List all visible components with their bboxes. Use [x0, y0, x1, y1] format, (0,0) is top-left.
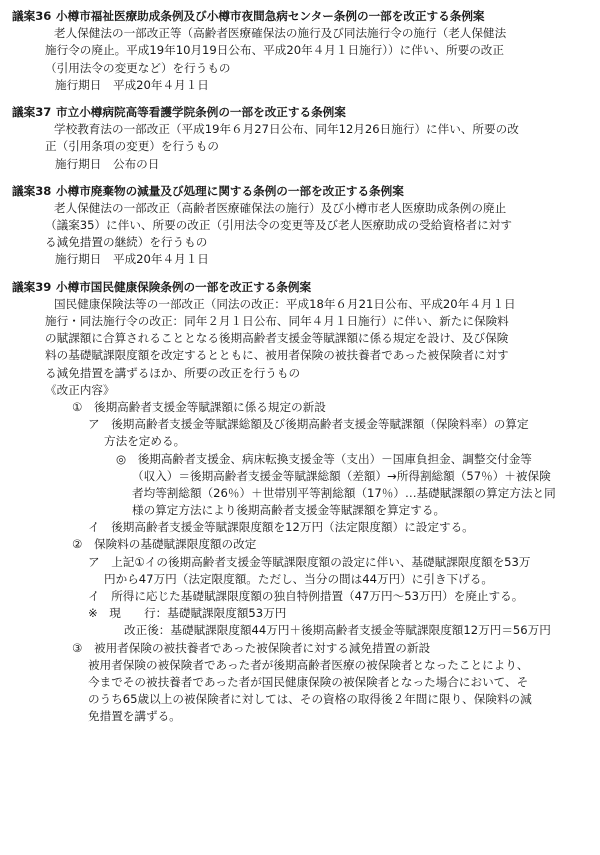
revision-detail: 被用者保険の被保険者であった者が後期高齢者医療の被保険者となったことにより、: [88, 657, 529, 672]
bill-38-text: る減免措置の継続）を行うもの: [45, 235, 208, 250]
bill-36-heading: [0, 8, 600, 25]
revision-subitem: 方法を定める。: [104, 434, 186, 449]
revision-note: ※ 現 行：基礎賦課限度額53万円: [88, 606, 287, 621]
bill-37-text: 正（引用条項の変更）を行うもの: [45, 139, 219, 154]
content-heading: 《改正内容》: [45, 382, 115, 397]
revision-item-2: ② 保険料の基礎賦課限度額の改定: [72, 537, 257, 552]
revision-subitem: イ 後期高齢者支援金等賦課限度額を12万円（法定限度額）に設定する。: [88, 520, 474, 535]
bill-38-effective-date: 施行期日 平成20年４月１日: [55, 252, 209, 267]
bill-number: 議案37: [12, 104, 52, 119]
bill-number: 議案36: [12, 9, 52, 23]
revision-detail: 今までその被扶養者であった者が国民健康保険の被保険者となった場合において、そ: [88, 674, 529, 689]
revision-item-1: ① 後期高齢者支援金等賦課額に係る規定の新設: [72, 399, 326, 414]
bill-38-text: 老人保健法の一部改正（高齢者医療確保法の施行）及び小樽市老人医療助成条例の廃止: [54, 200, 507, 215]
bill-title: 市立小樽病院高等看護学院条例の一部を改正する条例案: [56, 104, 346, 119]
revision-detail: ◎ 後期高齢者支援金、病床転換支援金等（支出）－国庫負担金、調整交付金等: [116, 451, 532, 466]
revision-subitem: ア 後期高齢者支援金等賦課総額及び後期高齢者支援金等賦課額（保険料率）の算定: [88, 417, 529, 432]
revision-subitem: ア 上記①イの後期高齢者支援金等賦課限度額の設定に伴い、基礎賦課限度額を53万: [88, 554, 531, 569]
bill-title: 小樽市福祉医療助成条例及び小樽市夜間急病センター条例の一部を改正する条例案: [56, 9, 485, 23]
bill-37-heading: [0, 104, 600, 121]
revision-detail: 様の算定方法により後期高齢者支援金等賦課額を算定する。: [132, 503, 446, 518]
document-page: [0, 8, 600, 726]
bill-number: 議案38: [12, 183, 52, 198]
bill-title: 小樽市廃棄物の減量及び処理に関する条例の一部を改正する条例案: [56, 183, 404, 198]
revision-note: 改正後：基礎賦課限度額44万円＋後期高齢者支援金等賦課限度額12万円＝56万円: [124, 623, 551, 638]
revision-item-3: ③ 被用者保険の被扶養者であった被保険者に対する減免措置の新設: [72, 640, 431, 655]
revision-detail: 免措置を講ずる。: [88, 709, 181, 724]
bill-36-text: 施行令の廃止。平成19年10月19日公布、平成20年４月１日施行））に伴い、所要の改正: [45, 43, 504, 58]
revision-detail: 者均等割総額（26％）＋世帯別平等割総額（17％）…基礎賦課額の算定方法と同: [132, 485, 556, 500]
bill-36-text: （引用法令の変更など）を行うもの: [45, 60, 231, 75]
bill-title: 小樽市国民健康保険条例の一部を改正する条例案: [56, 279, 312, 294]
bill-39-heading: [0, 279, 600, 296]
bill-39-text: の賦課額に合算されることとなる後期高齢者支援金等賦課額に係る規定を設け、及び保険: [45, 331, 509, 346]
bill-38-text: （議案35）に伴い、所要の改正（引用法令の変更等及び老人医療助成の受給資格者に対す: [45, 218, 512, 233]
bill-36-text: 老人保健法の一部改正等（高齢者医療確保法の施行及び同法施行令の施行（老人保健法: [54, 26, 507, 41]
bill-37-text: 学校教育法の一部改正（平成19年６月27日公布、同年12月26日施行）に伴い、所要の改: [54, 122, 519, 137]
bill-36-effective-date: 施行期日 平成20年４月１日: [55, 77, 209, 92]
bill-39-text: 国民健康保険法等の一部改正（同法の改正：平成18年６月21日公布、平成20年４月１日: [54, 296, 516, 311]
revision-detail: （収入）＝後期高齢者支援金等賦課総額（差額）→所得割総額（57％）＋被保険: [132, 468, 551, 483]
bill-39-text: 施行・同法施行令の改正：同年２月１日公布、同年４月１日施行）に伴い、新たに保険料: [45, 314, 509, 328]
bill-39-text: る減免措置を講ずるほか、所要の改正を行うもの: [45, 365, 301, 380]
revision-subitem: イ 所得に応じた基礎賦課限度額の独自特例措置（47万円～53万円）を廃止する。: [88, 589, 524, 603]
revision-detail: のうち65歳以上の被保険者に対しては、その資格の取得後２年間に限り、保険料の減: [88, 692, 532, 707]
bill-39-text: 料の基礎賦課限度額を改定するとともに、被用者保険の被扶養者であった被保険者に対す: [45, 348, 509, 363]
bill-number: 議案39: [12, 279, 52, 294]
bill-37-effective-date: 施行期日 公布の日: [55, 156, 160, 171]
bill-38-heading: [0, 183, 600, 200]
revision-subitem: 円から47万円（法定限度額。ただし、当分の間は44万円）に引き下げる。: [104, 571, 493, 586]
